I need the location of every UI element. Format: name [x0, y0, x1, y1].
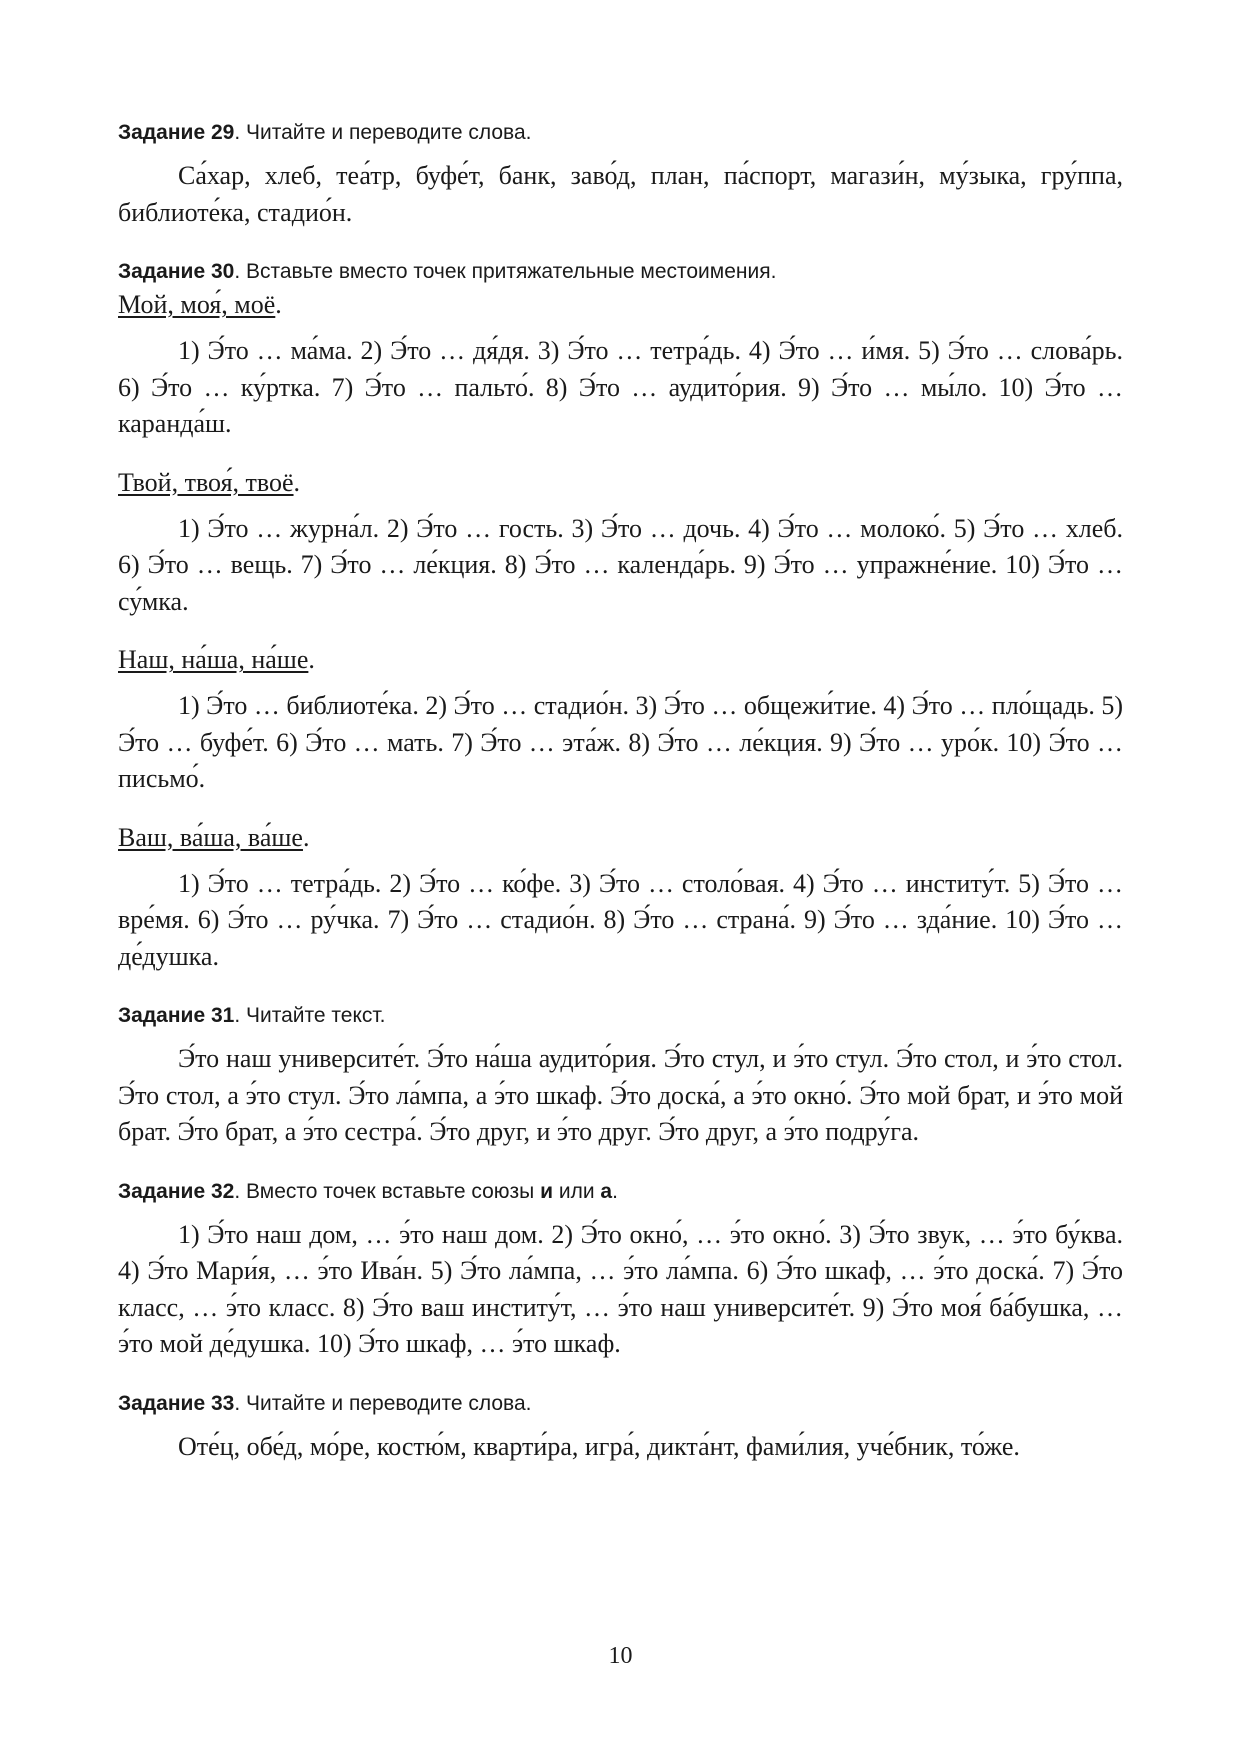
task-31-heading [118, 1001, 1123, 1031]
task-31-reading-text: Э́то наш университе́т. Э́то на́ша аудито́рия. Э́то стул, и э́то стул. Э́то стол, и э́то стол. Э́то стол, а э́то стул. Э́то ла́мпа, а э́то шкаф. Э́то доска́, а э́то окно́. Э́то мой брат, и э́то мой брат. Э́то брат, а э́то сестра́. Э́то друг, и э́то друг. Э́то друг, а э́то подру́га. [118, 1044, 1123, 1146]
pronoun-group-2-label: Твой, твоя́, твоё [118, 467, 294, 497]
document-page [118, 118, 1123, 1465]
task-30-instruction: . Вставьте вместо точек притяжательные местоимения. [234, 260, 777, 283]
pronoun-group-2-exercise: 1) Э́то … журна́л. 2) Э́то … гость. 3) Э́то … дочь. 4) Э́то … молоко́. 5) Э́то … хлеб. 6) Э́то … вещь. 7) Э́то … ле́кция. 8) Э́то … календа́рь. 9) Э́то … упражне́ние. 10) Э́то … су́мка. [118, 513, 1123, 616]
task-32-exercise: 1) Э́то наш дом, … э́то наш дом. 2) Э́то окно́, … э́то окно́. 3) Э́то звук, … э́то бу́ква. 4) Э́то Мари́я, … э́то Ива́н. 5) Э́то ла́мпа, … э́то ла́мпа. 6) Э́то шкаф, … э́то доска́. 7) Э́то класс, … э́то класс. 8) Э́то ваш институ́т, … э́то наш университе́т. 9) Э́то моя́ ба́бушка, … э́то мой де́душка. 10) Э́то шкаф, … э́то шкаф. [118, 1219, 1123, 1358]
task-30-heading [118, 257, 1123, 287]
pronoun-group-4-exercise: 1) Э́то … тетра́дь. 2) Э́то … ко́фе. 3) Э́то … столо́вая. 4) Э́то … институ́т. 5) Э́то … вре́мя. 6) Э́то … ру́чка. 7) Э́то … стадио́н. 8) Э́то … страна́. 9) Э́то … зда́ние. 10) Э́то … де́душка. [118, 868, 1123, 971]
task-31-instruction: . Читайте текст. [234, 1004, 386, 1027]
pronoun-group-1-exercise: 1) Э́то … ма́ма. 2) Э́то … дя́дя. 3) Э́то … тетра́дь. 4) Э́то … и́мя. 5) Э́то … слова́рь. 6) Э́то … ку́ртка. 7) Э́то … пальто́. 8) Э́то … аудито́рия. 9) Э́то … мы́ло. 10) Э́то … каранда́ш. [118, 336, 1123, 438]
task-32-number: Задание 32 [118, 1179, 235, 1203]
pronoun-group-4-heading: Ваш, ва́ша, ва́ше. [118, 822, 310, 852]
pronoun-group-3-heading: Наш, на́ша, на́ше. [118, 645, 315, 674]
page-number: 10 [608, 1643, 633, 1669]
conjunction-a: а [600, 1179, 613, 1203]
task-29-words: Са́хар, хлеб, теа́тр, буфе́т, банк, заво́д, план, па́спорт, магази́н, му́зыка, гру́ппа, библиоте́ка, стадио́н. [118, 161, 1123, 227]
pronoun-group-2-heading: Твой, твоя́, твоё. [118, 467, 301, 497]
pronoun-group-3-exercise: 1) Э́то … библиоте́ка. 2) Э́то … стадио́н. 3) Э́то … общежи́тие. 4) Э́то … пло́щадь. 5) Э́то … буфе́т. 6) Э́то … мать. 7) Э́то … эта́ж. 8) Э́то … ле́кция. 9) Э́то … уро́к. 10) Э́то … письмо́. [118, 691, 1123, 793]
pronoun-group-3-label: Наш, на́ша, на́ше [118, 645, 309, 674]
task-29-number: Задание 29 [118, 121, 235, 144]
task-31-number: Задание 31 [118, 1004, 235, 1027]
task-33-words: Оте́ц, обе́д, мо́ре, костю́м, кварти́ра, игра́, дикта́нт, фами́лия, уче́бник, то́же. [178, 1431, 1020, 1461]
task-30-number: Задание 30 [118, 260, 235, 283]
conjunction-i: и [540, 1179, 553, 1203]
task-33-heading [118, 1389, 1123, 1419]
task-33-number: Задание 33 [118, 1391, 235, 1415]
pronoun-group-1-label: Мой, моя́, моё [118, 290, 276, 319]
task-32-heading: Задание 32. Вместо точек вставьте союзы и или а. [118, 1179, 618, 1203]
task-29-heading [118, 118, 1123, 148]
task-29-instruction: . Читайте и переводите слова. [234, 121, 532, 144]
task-33-instruction: . Читайте и переводите слова. [234, 1391, 532, 1415]
pronoun-group-4-label: Ваш, ва́ша, ва́ше [118, 822, 303, 852]
pronoun-group-1-heading: Мой, моя́, моё. [118, 290, 282, 319]
